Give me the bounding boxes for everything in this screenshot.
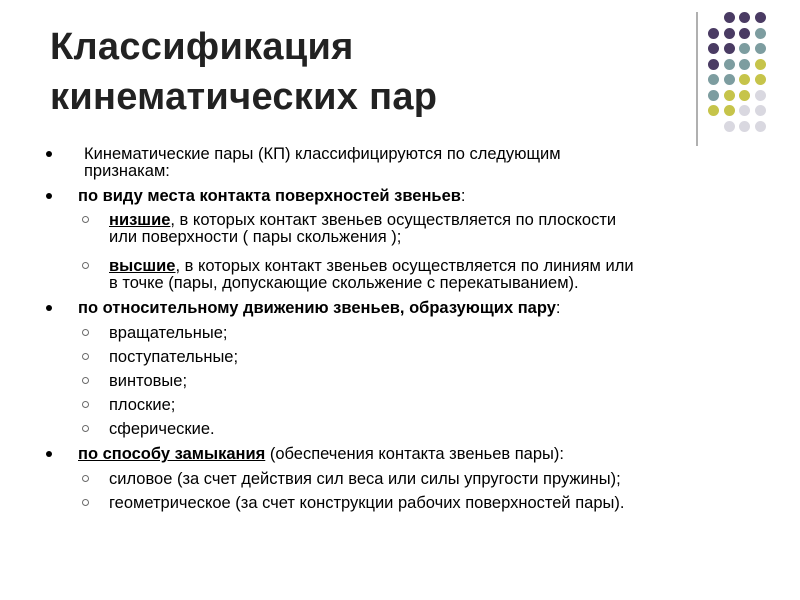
section-1-heading [78,188,465,205]
section-2-heading-tail: : [555,299,561,317]
sub-bullet-icon [82,329,89,336]
section-3-item: силовое (за счет действия сил веса или силы упругости пружины); [109,470,621,488]
section-1-heading-tail: : [460,187,466,205]
intro-text-line-2: признакам: [84,162,170,180]
section-1-item-1-rest: , в которых контакт звеньев осуществляется по плоскости [170,211,617,229]
section-1-item-2-line-1 [109,258,634,275]
section-2-item: винтовые; [109,372,188,390]
section-1-item-2-rest: , в которых контакт звеньев осуществляется по линиям или [175,257,634,275]
section-1-heading-text: по виду места контакта поверхностей звеньев [78,187,461,205]
sub-bullet-icon [82,353,89,360]
section-2-heading [78,300,560,317]
title-line-2: кинематических пар [50,76,438,118]
section-2-item: плоские; [109,396,176,414]
section-1-item-2-term: высшие [109,257,176,275]
sub-bullet-icon [82,499,89,506]
bullet-icon [46,305,52,311]
bullet-icon [46,151,52,157]
section-2-item: сферические. [109,420,215,438]
title-line-1: Классификация [50,26,354,68]
section-2-item: поступательные; [109,348,239,366]
sub-bullet-icon [82,216,89,223]
section-2-item: вращательные; [109,324,228,342]
section-1-item-1-line-2: или поверхности ( пары скольжения ); [109,228,402,246]
section-1-item-2-line-2: в точке (пары, допускающие скольжение с перекатыванием). [109,274,579,292]
bullet-icon [46,193,52,199]
section-1-item-1-line-1 [109,212,616,229]
section-3-heading-text: по способу замыкания [78,445,266,463]
sub-bullet-icon [82,475,89,482]
sub-bullet-icon [82,262,89,269]
section-3-heading [78,446,564,463]
sub-bullet-icon [82,401,89,408]
sub-bullet-icon [82,377,89,384]
bullet-icon [46,451,52,457]
section-1-item-1-term: низшие [109,211,171,229]
section-2-heading-text: по относительному движению звеньев, образующих пару [78,299,556,317]
section-3-item: геометрическое (за счет конструкции рабочих поверхностей пары). [109,494,625,512]
sub-bullet-icon [82,425,89,432]
section-3-heading-tail: (обеспечения контакта звеньев пары): [265,445,564,463]
intro-text-line-1: Кинематические пары (КП) классифицируются по следующим [84,145,561,163]
